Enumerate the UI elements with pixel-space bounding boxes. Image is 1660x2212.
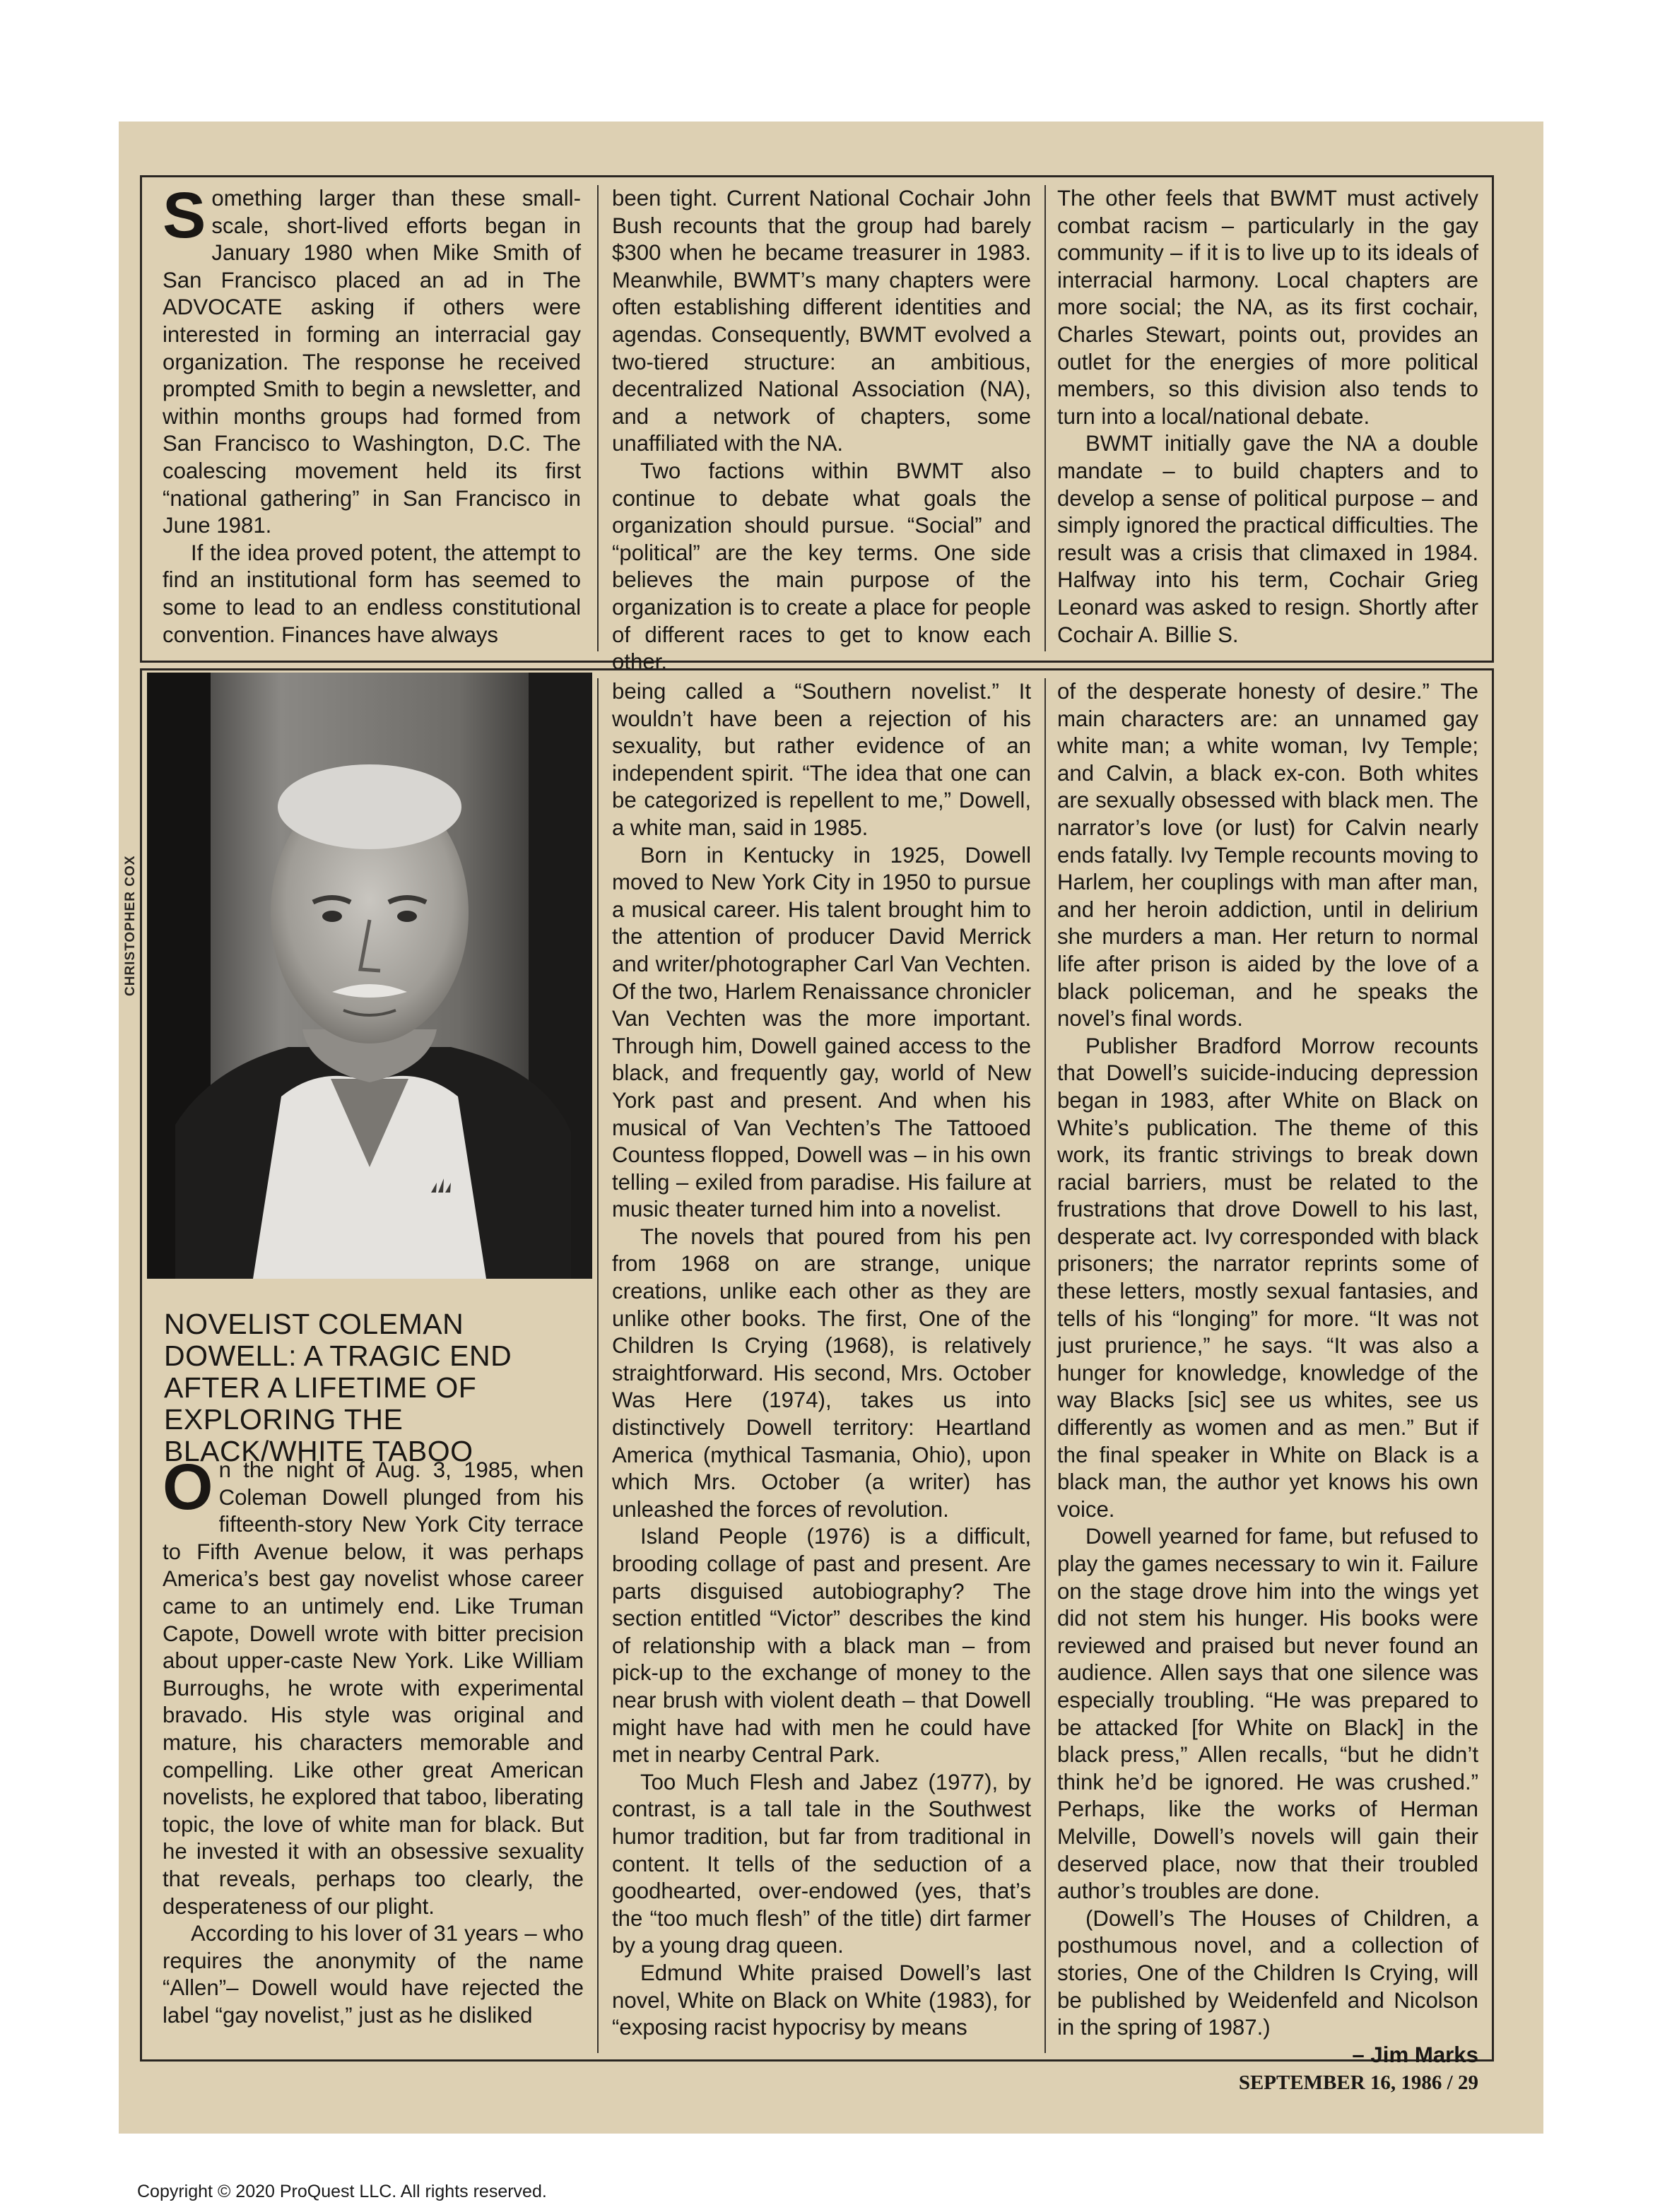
paragraph: [163, 179, 581, 540]
column-rule: [1044, 678, 1046, 2053]
paragraph: If the idea proved potent, the attempt to find an institutional form has seemed to some to lead to an endless constitutional convention. Finances have always: [163, 540, 581, 647]
paragraph: [163, 1451, 584, 1920]
drop-cap: S: [163, 179, 206, 252]
top-article-column-3: [1057, 185, 1478, 649]
author-photo: [147, 673, 592, 1279]
photo-credit: CHRISTOPHER COX: [123, 855, 138, 996]
paragraph: Born in Kentucky in 1925, Dowell moved to New York City in 1950 to pursue a musical career. His talent brought him to the attention of producer David Merrick and writer/photographer Carl Van Vechten. Of the two, Harlem Renaissance chronicler Van Vechten was the more important. Through him, Dowell gained access to the black, and frequently gay, world of New York past and present. And when his musical of Van Vechten’s The Tattooed Countess flopped, Dowell was – in his own telling – exiled from paradise. His failure at music theater turned him into a novelist.: [612, 842, 1031, 1222]
paragraph: Edmund White praised Dowell’s last novel, White on Black on White (1983), for “exposing racist hypocrisy by means: [612, 1960, 1031, 2040]
paragraph: BWMT initially gave the NA a double mandate – to build chapters and to develop a sense of political purpose – and simply ignored the practical difficulties. The result was a crisis that climaxed in 1984. Halfway into his term, Cochair Grieg Leonard was asked to resign. Shortly after Cochair A. Billie S.: [1057, 431, 1478, 647]
paragraph: Publisher Bradford Morrow recounts that Dowell’s suicide-inducing depression began in 1983, after White on Black on White’s publication. The theme of this work, its frantic strivings to break down racial barriers, must be related to the frustrations that drove Dowell to his last, desperate act. Ivy corresponded with black prisoners; the narrator reprints some of these letters, mostly sexual fantasies, and tells of his “longing” for more. “It was not just prurience,” he says. “It was also a hunger for knowledge, knowledge of the way Blacks [sic] see us whites, see us differently as women and as men.” But if the final speaker in White on Black is a black man, the author yet knows his own voice.: [1057, 1033, 1478, 1522]
paragraph: been tight. Current National Cochair John Bush recounts that the group had barely $300 when he became treasurer in 1983. Meanwhile, BWMT’s many chapters were often establishing different identities and agendas. Consequently, BWMT evolved a two-tiered structure: an ambitious, decentralized National Association (NA), and a network of chapters, some unaffiliated with the NA.: [612, 186, 1031, 456]
paragraph: According to his lover of 31 years – who requires the anonymity of the name “Allen”– Dowell would have rejected the label “gay novelist,” just as he disliked: [163, 1921, 584, 2028]
paragraph: Island People (1976) is a difficult, brooding collage of past and present. Are parts disguised autobiography? The section entitled “Victor” describes the kind of relationship with a black man – from pick-up to the exchange of money to the near brush with violent death – that Dowell might have had with men he could have met in nearby Central Park.: [612, 1524, 1031, 1768]
top-article-column-1: [163, 179, 581, 649]
page-folio: SEPTEMBER 16, 1986 / 29: [1238, 2071, 1478, 2094]
paragraph: of the desperate honesty of desire.” The main characters are: an unnamed gay white man; a white woman, Ivy Temple; and Calvin, a black ex-con. Both whites are sexually obsessed with black men. The narrator’s love (or lust) for Calvin nearly ends fatally. Ivy Temple recounts moving to Harlem, her couplings with man after man, and her heroin addiction, until in delirium she murders a man. Her return to normal life after prison is aided by the love of a black policeman, and he speaks the novel’s final words.: [1057, 679, 1478, 1031]
paragraph: (Dowell’s The Houses of Children, a posthumous novel, and a collection of stories, One of the Children Is Crying, will be published by Weidenfeld and Nicolson in the spring of 1987.): [1057, 1905, 1478, 2040]
column-rule: [597, 185, 599, 651]
portrait-image: [147, 673, 592, 1279]
drop-cap: O: [163, 1451, 213, 1523]
top-article-column-2: [612, 185, 1031, 676]
feature-headline: NOVELIST COLEMAN DOWELL: A TRAGIC END AFTER A LIFETIME OF EXPLORING THE BLACK/WHITE TABOO: [164, 1308, 512, 1467]
feature-column-3: [1057, 678, 1478, 2069]
paragraph-text: n the night of Aug. 3, 1985, when Coleman Dowell plunged from his fifteenth-story New York City terrace to Fifth Avenue below, it was perhaps America’s best gay novelist whose career came to an untimely end. Like Truman Capote, Dowell wrote with bitter precision about upper-caste New York. Like William Burroughs, he wrote with experimental bravado. His style was original and mature, his characters memorable and compelling. Like other great American novelists, he explored that taboo, liberating topic, the love of white man for black. But he invested it with an obsessive sexuality that reveals, perhaps too clearly, the desperateness of our plight.: [163, 1457, 584, 1919]
paragraph: The novels that poured from his pen from 1968 on are strange, unique creations, unlike each other as they are unlike other books. The first, One of the Children Is Crying (1968), is relatively straightforward. His second, Mrs. October Was Here (1974), takes us into distinctively Dowell territory: Heartland America (mythical Tasmania, Ohio), upon which Mrs. October (a writer) has unleashed the forces of revolution.: [612, 1224, 1031, 1522]
paragraph: being called a “Southern novelist.” It wouldn’t have been a rejection of his sexuality, but rather evidence of an independent spirit. “The idea that one can be categorized is repellent to me,” Dowell, a white man, said in 1985.: [612, 679, 1031, 840]
paragraph: Two factions within BWMT also continue to debate what goals the organization should pursue. “Social” and “political” are the key terms. One side believes the main purpose of the organization is to create a place for people of different races to get to know each other.: [612, 458, 1031, 675]
feature-column-1: [163, 1451, 584, 2029]
feature-column-2: [612, 678, 1031, 2042]
copyright-notice: Copyright © 2020 ProQuest LLC. All rights reserved.: [137, 2182, 547, 2201]
paragraph: Dowell yearned for fame, but refused to play the games necessary to win it. Failure on the stage drove him into the wings yet did not stem his hunger. His books were reviewed and praised but never found an audience. Allen says that one silence was especially troubling. “He was prepared to be attacked [for White on Black] in the black press,” Allen recalls, “but he didn’t think he’d be ignored. He was crushed.” Perhaps, like the works of Herman Melville, Dowell’s novels will gain their deserved place, now that their troubled author’s troubles are done.: [1057, 1524, 1478, 1904]
author-signature: – Jim Marks: [1352, 2042, 1478, 2067]
column-rule: [597, 678, 599, 2053]
column-rule: [1044, 185, 1046, 651]
paragraph-text: omething larger than these small-scale, short-lived efforts began in January 1980 when Mike Smith of San Francisco placed an ad in The ADVOCATE asking if others were interested in forming an interracial gay organization. The response he received prompted Smith to begin a newsletter, and within months groups had formed from San Francisco to Washington, D.C. The coalescing movement held its first “national gathering” in San Francisco in June 1981.: [163, 186, 581, 538]
paragraph: The other feels that BWMT must actively combat racism – particularly in the gay community – if it is to live up to its ideals of interracial harmony. Local chapters are more social; the NA, as its first cochair, Charles Stewart, points out, provides an outlet for the energies of more political members, so this division also tends to turn into a local/national debate.: [1057, 186, 1478, 429]
paragraph: Too Much Flesh and Jabez (1977), by contrast, is a tall tale in the Southwest humor tradition, but far from traditional in content. It tells of the seduction of a goodhearted, over-endowed (yes, that’s the “too much flesh” of the title) dirt farmer by a young drag queen.: [612, 1769, 1031, 1958]
